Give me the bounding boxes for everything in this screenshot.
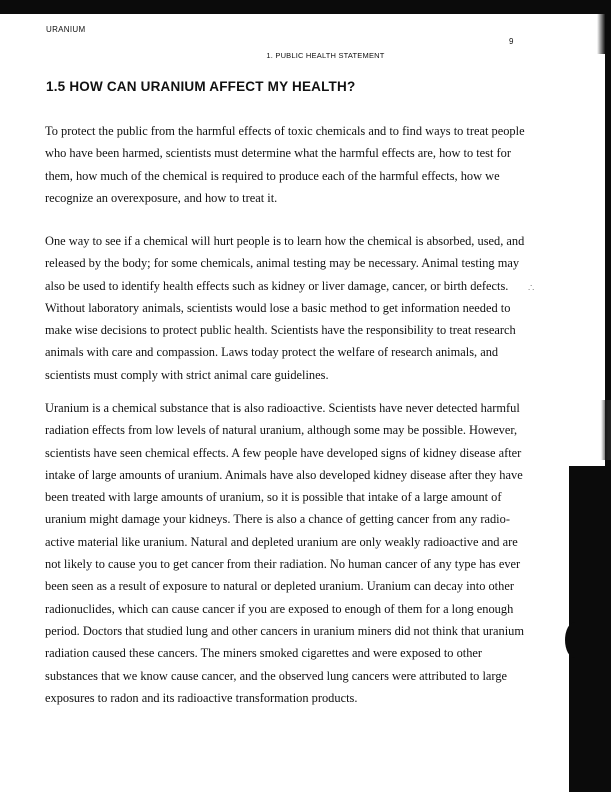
paragraph-line: Uranium is a chemical substance that is also radioactive. Scientists have never detected harmful	[45, 401, 520, 415]
page-title: 1.5 HOW CAN URANIUM AFFECT MY HEALTH?	[46, 79, 356, 94]
running-head: URANIUM	[46, 25, 86, 34]
paragraph-line: intake of large amounts of uranium. Animals have also developed kidney disease after they have	[45, 467, 523, 482]
paragraph-line: active material like uranium. Natural and depleted uranium are only weakly radioactive and are	[45, 534, 518, 549]
paragraph-line: radionuclides, which can cause cancer if you are exposed to enough of them for a long enough	[45, 601, 514, 616]
paragraph-line: not likely to cause you to get cancer from their radiation. No human cancer of any type has ever	[45, 557, 521, 572]
paragraph-line: scientists have seen chemical effects. A few people have developed signs of kidney disease after	[45, 445, 522, 460]
paragraph-line: uranium might damage your kidneys. There is also a chance of getting cancer from any radio-	[45, 512, 510, 527]
paragraph-line: who have been harmed, scientists must determine what the harmful effects are, how to test for	[45, 146, 511, 161]
paragraph-line: period. Doctors that studied lung and other cancers in uranium miners did not think that uranium	[45, 623, 524, 638]
paragraph-line: scientists must comply with strict animal care guidelines.	[45, 367, 329, 382]
scan-edge-shadow-top	[597, 14, 611, 54]
paragraph-line: recognize an overexposure, and how to treat it.	[45, 190, 278, 205]
scan-binding-notch	[565, 622, 585, 658]
page-number: 9	[509, 37, 514, 46]
scan-speck: ∴	[528, 283, 535, 294]
paragraph-1	[45, 120, 525, 209]
paragraph-line: them, how much of the chemical is required to produce each of the harmful effects, how we	[45, 168, 500, 183]
paragraph-line: One way to see if a chemical will hurt people is to learn how the chemical is absorbed, used, and	[45, 234, 525, 248]
paragraph-line: been treated with large amounts of uranium, so it is possible that intake of a large amount of	[45, 490, 502, 505]
paragraph-line: animals with care and compassion. Laws today protect the welfare of research animals, and	[45, 345, 499, 360]
paragraph-line: been seen as a result of exposure to natural or depleted uranium. Uranium can decay into other	[45, 579, 514, 594]
paragraph-line: exposures to radon and its radioactive transformation products.	[45, 690, 358, 705]
paragraph-line: substances that we know cause cancer, and the observed lung cancers were attributed to large	[45, 668, 508, 683]
paragraph-line: released by the body; for some chemicals, animal testing may be necessary. Animal testing may	[45, 256, 520, 271]
section-heading: 1. PUBLIC HEALTH STATEMENT	[266, 51, 385, 60]
scan-top-border	[0, 0, 611, 14]
paragraph-line: also be used to identify health effects such as kidney or liver damage, cancer, or birth defects.	[45, 278, 509, 293]
paragraph-line: make wise decisions to protect public health. Scientists have the responsibility to treat research	[45, 323, 516, 338]
paragraph-line: radiation effects from low levels of natural uranium, although some may be possible. However,	[45, 423, 518, 438]
paragraph-line: Without laboratory animals, scientists would lose a basic method to get information needed to	[45, 300, 511, 315]
paragraph-3	[45, 397, 524, 709]
scan-edge-shadow-mid	[601, 400, 611, 460]
paragraph-line: To protect the public from the harmful effects of toxic chemicals and to find ways to treat people	[45, 124, 525, 138]
paragraph-2	[45, 230, 525, 386]
paragraph-line: radiation caused these cancers. The miners smoked cigarettes and were exposed to other	[45, 646, 483, 661]
